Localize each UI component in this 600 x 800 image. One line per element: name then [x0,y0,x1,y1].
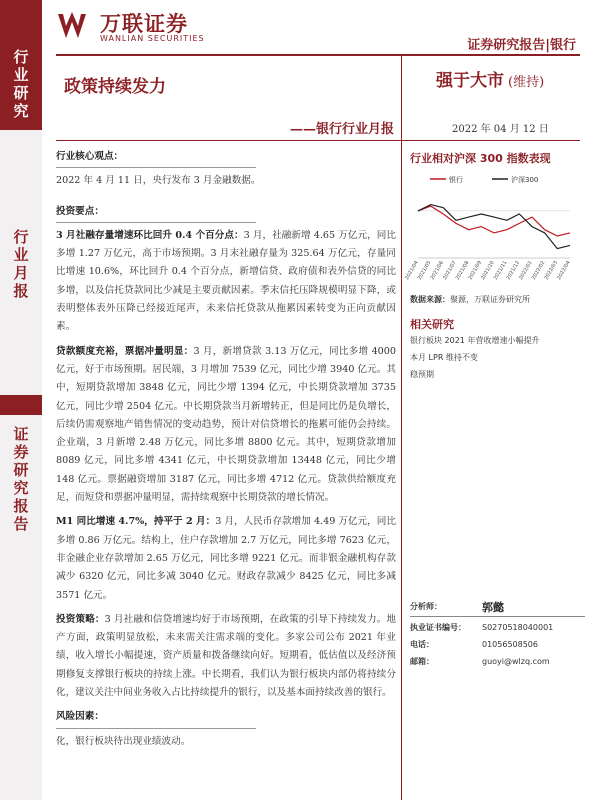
main-content [56,148,396,751]
cert-number: S0270518040001 [482,623,554,632]
chart-title: 行业相对沪深 300 指数表现 [410,152,551,165]
heading-underline [56,728,256,729]
key-points-heading: 投资要点： [56,205,104,217]
heading-underline [56,167,256,168]
key-point-2-text: 3 月，新增贷款 3.13 万亿元，同比多增 4000 亿元，好于市场预期。居民端，3 月增加 7539 亿元，同比少增 3940 亿元。其中，短期贷款增加 3848 亿元，同比少增 1394 亿元，中长期贷款增加 3735 亿元，同比少增 2504 亿元。中长期贷款当月新增转正，但是同比仍是负增长，后续仍需观察地产销售情况的变动趋势，预计对信贷增长的拖累可能仍会持续。企业端，3 月新增 2.48 万亿元，同比多增 8800 亿元。其中，短期贷款增加 8089 亿元，同比多增 4341 亿元，中长期贷款增加 13448 亿元，同比少增 148 亿元。票据融资增加 3187 亿元，同比多增 4712 亿元。贷款供给额度充足，而短贷和票据冲量明显，需持续观察中长期贷款的增长情况。 [56,345,396,504]
cert-label: 执业证书编号： [410,623,466,632]
logo-english-name: WANLIAN SECURITIES [100,34,205,43]
analyst-divider [410,616,585,617]
key-point-1-lead: 3 月社融存量增速环比回升 0.4 个百分点： [56,229,244,241]
band-label-industry-research: 行 业 研 究 [13,48,29,120]
x-tick-label: 2022/03 [543,260,560,281]
key-point-3 [56,513,396,604]
related-item[interactable]: 银行板块 2021 年营收增速小幅提升 [410,336,540,345]
legend-label: 沪深300 [511,176,539,184]
key-point-2-lead: 贷款额度充裕，票据冲量明显： [56,345,194,357]
heading-underline [56,222,256,223]
phone-number: 01056508506 [482,640,538,649]
report-title: 政策持续发力 [64,77,166,97]
related-list [410,332,580,383]
band-label-securities-report: 证 券 研 究 报 告 [13,425,29,533]
x-tick-label: 2021/12 [505,260,522,281]
x-tick-label: 2021/08 [454,260,471,281]
phone-label: 电话： [410,640,434,649]
x-tick-label: 2022/01 [518,260,534,281]
x-tick-label: 2021/07 [442,260,458,281]
key-point-1 [56,227,396,337]
analyst-card [410,598,585,670]
related-heading: 相关研究 [410,318,454,331]
rating-sub: (维持) [508,75,545,90]
chart-svg [404,170,578,286]
column-divider [401,54,402,800]
core-view-heading: 行业核心观点： [56,151,124,162]
x-tick-label: 2021/06 [429,260,446,281]
core-view-text: 2022 年 4 月 11 日，央行发布 3 月金融数据。 [56,175,261,187]
x-tick-label: 2022/02 [530,260,547,281]
x-tick-label: 2022/04 [556,260,572,281]
related-item[interactable]: 稳预期 [410,370,434,379]
risk-heading: 风险因素： [56,711,104,723]
report-subtitle: ——银行行业月报 [290,122,395,137]
email-address[interactable]: guoyi@wlzq.com [482,657,550,666]
strategy-text: 3 月社融和信贷增速均好于市场预期，在政策的引导下持续发力。地产方面，政策明显放松，未来需关注需求端的变化。多家公司公布 2021 年业绩，收入增长小幅提速，资产质量和拨备继续向好。短期看，低估值以及经济预期修复支撑银行板块的持续上涨。中长期看，我们认为银行板块内部仍将持续分化，建议关注中间业务收入占比持续提升的银行，以及基本面持续改善的银行。 [56,613,396,699]
left-band-mid-block [0,395,42,415]
relative-performance-chart [404,170,578,286]
risk-text: 化，银行板块待出现业绩波动。 [56,735,191,747]
legend-label: 银行 [449,176,463,184]
analyst-label: 分析师： [410,602,442,611]
strategy-lead: 投资策略： [56,613,105,625]
x-tick-label: 2021/10 [480,260,496,281]
x-tick-label: 2021/09 [467,260,484,281]
x-tick-label: 2021/11 [492,260,509,281]
report-date: 2022 年 04 月 12 日 [452,124,549,135]
title-divider [56,140,580,141]
analyst-name: 郭懿 [482,600,504,614]
series-line [418,206,570,236]
source-label: 数据来源： [410,295,450,304]
chart-source [410,294,580,305]
rating-main: 强于大市 [436,71,504,91]
source-text: 聚源，万联证券研究所 [450,295,530,304]
key-point-1-text: 3 月，社融新增 4.65 万亿元，同比多增 1.27 万亿元，高于市场预期。3 月末社融存量为 325.64 万亿元，存量同比增速 10.6%，环比回升 0.4 个百分点，新增信贷、政府债和表外信贷的同比多增，以及信托贷款同比少减是主要贡献因素。季末信托压降规模明显下降，或表明整体表外压降已经接近尾声，未来信托贷款从拖累因素转变为正向贡献因素。 [56,229,396,333]
logo-chinese-name: 万联证券 [100,12,188,36]
key-point-3-text: 3 月，人民币存款增加 4.49 万亿元，同比多增 0.86 万亿元。结构上，住户存款增加 2.7 万亿元，同比多增 7623 亿元，非金融企业存款增加 2.65 万亿元，同比多增 9221 亿元。而非银金融机构存款减少 6320 亿元，同比多减 3040 亿元。财政存款减少 8425 亿元，同比多减 3571 亿元。 [56,516,396,601]
email-label: 邮箱： [410,657,434,666]
related-item[interactable]: 本月 LPR 维持不变 [410,353,478,362]
wanlian-logo-icon [56,10,94,42]
company-logo [56,8,226,44]
strategy [56,611,396,702]
x-tick-label: 2021/05 [416,260,433,281]
left-band [0,0,42,800]
x-tick-label: 2021/04 [404,260,420,281]
series-line [418,205,570,249]
rating [436,66,544,91]
key-point-3-lead: M1 同比增速 4.7%，持平于 2 月： [56,516,216,528]
band-label-monthly: 行 业 月 报 [13,228,29,300]
header-divider [56,54,580,56]
key-point-2 [56,343,396,508]
report-type: 证券研究报告|银行 [467,38,576,53]
